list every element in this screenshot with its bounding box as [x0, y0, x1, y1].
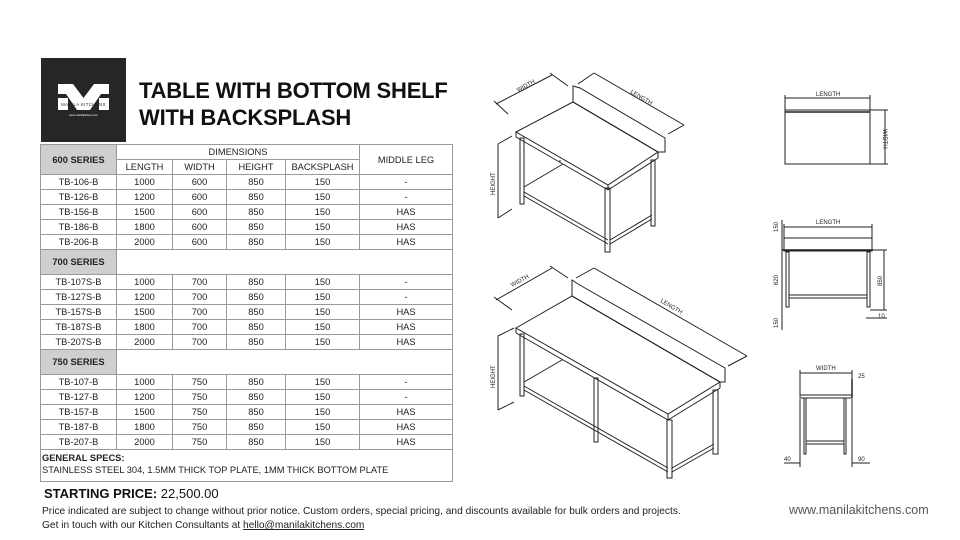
column-header-length: LENGTH: [117, 160, 173, 175]
model-cell: TB-107S-B: [41, 275, 117, 290]
width-cell: 750: [173, 405, 227, 420]
length-cell: 1200: [117, 290, 173, 305]
table-row: [41, 275, 453, 290]
backsplash-cell: 150: [286, 305, 360, 320]
table-row: [41, 220, 453, 235]
table-row: [41, 205, 453, 220]
svg-text:850: 850: [878, 275, 884, 286]
width-cell: 700: [173, 275, 227, 290]
model-cell: TB-207S-B: [41, 335, 117, 350]
backsplash-cell: 150: [286, 405, 360, 420]
length-cell: 1800: [117, 420, 173, 435]
contact-note: [42, 520, 364, 531]
svg-text:10: 10: [878, 314, 885, 320]
isometric-drawing-large: [480, 260, 760, 480]
svg-text:LENGTH: LENGTH: [629, 89, 654, 107]
table-row: [41, 405, 453, 420]
svg-text:WIDTH: WIDTH: [881, 129, 887, 149]
table-row: [41, 435, 453, 450]
table-row: [41, 305, 453, 320]
model-cell: TB-206-B: [41, 235, 117, 250]
starting-price-label: STARTING PRICE:: [44, 486, 158, 501]
svg-text:MANILA KITCHENS: MANILA KITCHENS: [61, 102, 106, 107]
height-cell: 850: [227, 305, 286, 320]
middle-leg-cell: HAS: [360, 320, 453, 335]
middle-leg-header: MIDDLE LEG: [360, 145, 453, 175]
brand-logo: [41, 58, 126, 142]
series-label: 700 SERIES: [41, 250, 117, 275]
price-disclaimer: Price indicated are subject to change without prior notice. Custom orders, special pricing, and discounts available for bulk orders and projects.: [42, 506, 681, 517]
height-cell: 850: [227, 175, 286, 190]
svg-text:LENGTH: LENGTH: [816, 220, 841, 226]
height-cell: 850: [227, 235, 286, 250]
website-url[interactable]: www.manilakitchens.com: [789, 503, 929, 517]
series-header-row: [41, 350, 453, 375]
table-row: [41, 320, 453, 335]
model-cell: TB-107-B: [41, 375, 117, 390]
isometric-drawing-small: [480, 70, 700, 260]
backsplash-cell: 150: [286, 375, 360, 390]
table-row: [41, 390, 453, 405]
logo-m-icon: [41, 58, 126, 142]
svg-text:90: 90: [858, 457, 865, 463]
model-cell: TB-156-B: [41, 205, 117, 220]
height-cell: 850: [227, 435, 286, 450]
width-cell: 750: [173, 375, 227, 390]
svg-text:LENGTH: LENGTH: [816, 92, 841, 98]
length-cell: 1200: [117, 390, 173, 405]
svg-text:WIDTH: WIDTH: [816, 366, 836, 372]
length-cell: 1200: [117, 190, 173, 205]
middle-leg-cell: -: [360, 390, 453, 405]
width-cell: 750: [173, 420, 227, 435]
length-cell: 1000: [117, 175, 173, 190]
svg-text:150: 150: [774, 317, 780, 328]
height-cell: 850: [227, 190, 286, 205]
svg-text:150: 150: [774, 221, 780, 232]
table-header-row: [41, 145, 453, 160]
length-cell: 1800: [117, 220, 173, 235]
model-cell: TB-157-B: [41, 405, 117, 420]
backsplash-cell: 150: [286, 335, 360, 350]
backsplash-cell: 150: [286, 275, 360, 290]
model-cell: TB-207-B: [41, 435, 117, 450]
middle-leg-cell: -: [360, 375, 453, 390]
svg-text:LENGTH: LENGTH: [659, 298, 684, 316]
contact-note-text: Get in touch with our Kitchen Consultants at: [42, 520, 244, 531]
svg-text:www.manilakitchens.com: www.manilakitchens.com: [69, 114, 98, 117]
middle-leg-cell: HAS: [360, 205, 453, 220]
length-cell: 2000: [117, 435, 173, 450]
height-cell: 850: [227, 335, 286, 350]
model-cell: TB-186-B: [41, 220, 117, 235]
middle-leg-cell: HAS: [360, 220, 453, 235]
length-cell: 2000: [117, 235, 173, 250]
svg-text:WIDTH: WIDTH: [510, 274, 531, 289]
length-cell: 1800: [117, 320, 173, 335]
model-cell: TB-106-B: [41, 175, 117, 190]
backsplash-cell: 150: [286, 190, 360, 205]
height-cell: 850: [227, 205, 286, 220]
width-cell: 700: [173, 290, 227, 305]
middle-leg-cell: -: [360, 175, 453, 190]
general-specs-label: GENERAL SPECS:: [42, 453, 125, 463]
height-cell: 850: [227, 390, 286, 405]
middle-leg-cell: HAS: [360, 420, 453, 435]
middle-leg-cell: HAS: [360, 435, 453, 450]
svg-text:HEIGHT: HEIGHT: [491, 365, 497, 388]
backsplash-cell: 150: [286, 435, 360, 450]
model-cell: TB-127S-B: [41, 290, 117, 305]
table-row: [41, 290, 453, 305]
height-cell: 850: [227, 290, 286, 305]
backsplash-cell: 150: [286, 175, 360, 190]
specs-table: [40, 144, 453, 482]
width-cell: 750: [173, 390, 227, 405]
model-cell: TB-127-B: [41, 390, 117, 405]
width-cell: 600: [173, 205, 227, 220]
middle-leg-cell: -: [360, 190, 453, 205]
length-cell: 1500: [117, 205, 173, 220]
length-cell: 1000: [117, 375, 173, 390]
length-cell: 2000: [117, 335, 173, 350]
front-view-drawing: [760, 210, 900, 335]
svg-text:WIDTH: WIDTH: [516, 79, 537, 94]
general-specs-text: STAINLESS STEEL 304, 1.5MM THICK TOP PLATE, 1MM THICK BOTTOM PLATE: [42, 465, 389, 475]
svg-text:40: 40: [784, 457, 791, 463]
middle-leg-cell: -: [360, 290, 453, 305]
starting-price-value: 22,500.00: [160, 486, 219, 501]
width-cell: 700: [173, 305, 227, 320]
series-label: 750 SERIES: [41, 350, 117, 375]
model-cell: TB-187S-B: [41, 320, 117, 335]
middle-leg-cell: HAS: [360, 235, 453, 250]
model-cell: TB-126-B: [41, 190, 117, 205]
middle-leg-cell: HAS: [360, 405, 453, 420]
svg-text:HEIGHT: HEIGHT: [491, 172, 497, 195]
general-specs-row: [41, 450, 453, 482]
model-cell: TB-187-B: [41, 420, 117, 435]
column-header-backsplash: BACKSPLASH: [286, 160, 360, 175]
email-link[interactable]: hello@manilakitchens.com: [243, 520, 365, 531]
height-cell: 850: [227, 375, 286, 390]
middle-leg-cell: HAS: [360, 305, 453, 320]
series-label: 600 SERIES: [41, 145, 117, 175]
width-cell: 600: [173, 175, 227, 190]
width-cell: 700: [173, 335, 227, 350]
series-header-spacer: [117, 250, 453, 275]
middle-leg-cell: -: [360, 275, 453, 290]
height-cell: 850: [227, 420, 286, 435]
backsplash-cell: 150: [286, 205, 360, 220]
table-row: [41, 420, 453, 435]
backsplash-cell: 150: [286, 390, 360, 405]
width-cell: 750: [173, 435, 227, 450]
page-title: [139, 77, 448, 131]
svg-text:25: 25: [858, 374, 865, 380]
title-line-1: TABLE WITH BOTTOM SHELF: [139, 78, 448, 103]
dimensions-header: DIMENSIONS: [117, 145, 360, 160]
column-header-width: WIDTH: [173, 160, 227, 175]
table-row: [41, 175, 453, 190]
length-cell: 1500: [117, 405, 173, 420]
middle-leg-cell: HAS: [360, 335, 453, 350]
backsplash-cell: 150: [286, 290, 360, 305]
model-cell: TB-157S-B: [41, 305, 117, 320]
length-cell: 1000: [117, 275, 173, 290]
general-specs: [41, 450, 453, 482]
backsplash-cell: 150: [286, 420, 360, 435]
series-header-row: [41, 250, 453, 275]
height-cell: 850: [227, 275, 286, 290]
column-header-height: HEIGHT: [227, 160, 286, 175]
backsplash-cell: 150: [286, 220, 360, 235]
width-cell: 600: [173, 190, 227, 205]
width-cell: 600: [173, 235, 227, 250]
width-cell: 600: [173, 220, 227, 235]
table-row: [41, 375, 453, 390]
table-row: [41, 235, 453, 250]
series-header-spacer: [117, 350, 453, 375]
height-cell: 850: [227, 405, 286, 420]
backsplash-cell: 150: [286, 320, 360, 335]
width-cell: 700: [173, 320, 227, 335]
table-row: [41, 335, 453, 350]
top-view-drawing: [770, 85, 900, 185]
height-cell: 850: [227, 320, 286, 335]
title-line-2: WITH BACKSPLASH: [139, 105, 352, 130]
svg-text:620: 620: [774, 274, 780, 285]
table-row: [41, 190, 453, 205]
backsplash-cell: 150: [286, 235, 360, 250]
starting-price: [44, 486, 219, 501]
height-cell: 850: [227, 220, 286, 235]
side-view-drawing: [770, 355, 890, 475]
length-cell: 1500: [117, 305, 173, 320]
